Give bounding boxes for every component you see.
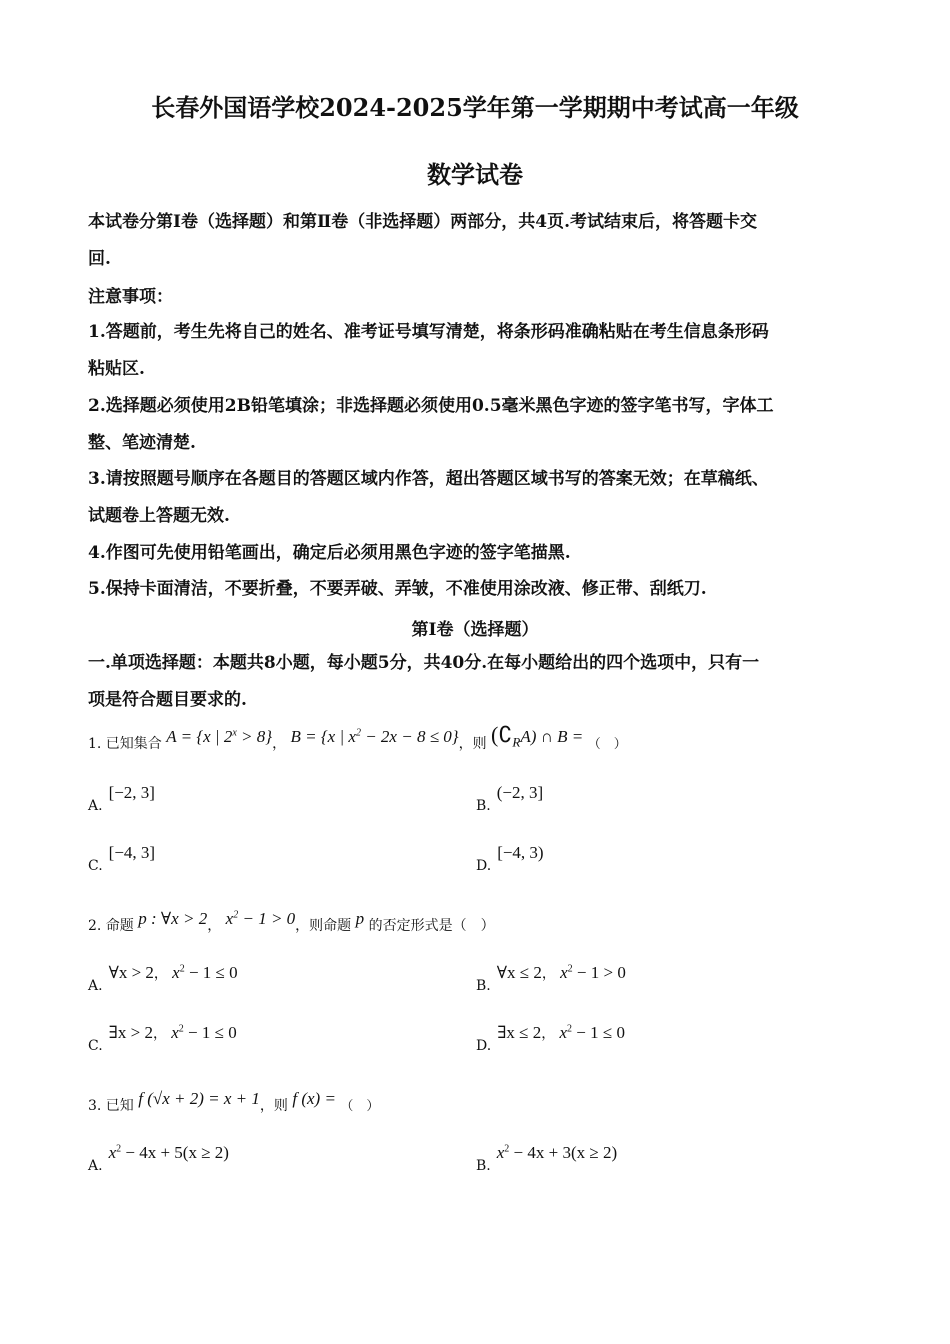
q3-function-def: f (√x + 2) = x + 1	[138, 1089, 260, 1108]
intro-line-2: 回.	[88, 249, 111, 269]
q1-set-a: A = {x | $2^x > 8$}	[166, 727, 273, 746]
q1-then: ，则	[458, 736, 487, 752]
q1-option-b: B.(−2, 3]	[476, 783, 544, 814]
intro-line-1: 本试卷分第Ⅰ卷（选择题）和第Ⅱ卷（非选择题）两部分，共4页.考试结束后，将答题卡交	[88, 212, 758, 232]
note-line: 2.选择题必须使用2B铅笔填涂；非选择题必须使用0.5毫米黑色字迹的签字笔书写，字体工	[88, 396, 774, 416]
q2-mid: ，则命题	[295, 918, 352, 934]
note-line: 粘贴区.	[88, 359, 145, 379]
note-line: 整、笔迹清楚.	[88, 433, 196, 453]
q1-option-d: D.[−4, 3)	[476, 843, 544, 874]
note-line: 4.作图可先使用铅笔画出，确定后必须用黑色字迹的签字笔描黑.	[88, 543, 571, 563]
exam-subtitle: 数学试卷	[427, 160, 523, 189]
q2-p: p	[355, 909, 365, 928]
note-line: 3.请按照题号顺序在各题目的答题区域内作答，超出答题区域书写的答案无效；在草稿纸、	[88, 469, 769, 489]
q1-sep: ，	[272, 736, 287, 752]
q2-condition: $x^2 - 1 > 0$	[225, 909, 296, 928]
q3-answer-paren: （ ）	[340, 1099, 380, 1114]
note-line: 1.答题前，考生先将自己的姓名、准考证号填写清楚，将条形码准确粘贴在考生信息条形码	[88, 322, 769, 342]
q3-option-a: $A.x^2 - 4x + 5(x \ge 2)$	[88, 1143, 229, 1174]
question-1-stem	[88, 722, 627, 756]
q1-option-a: A.[−2, 3]	[88, 783, 155, 814]
q2-proposition: p : ∀x > 2	[138, 909, 208, 928]
question-3-stem	[88, 1089, 380, 1115]
q2-option-c: C.∃x > 2， $x^2 - 1 \le 0$	[88, 1023, 237, 1054]
q1-expression: $(∁_RA)$ ∩ B =	[491, 722, 584, 750]
q1-option-c: C.[−4, 3]	[88, 843, 156, 874]
q2-option-a: A.∀x > 2， $x^2 - 1 \le 0$	[88, 963, 238, 994]
section-desc-line-2: 项是符合题目要求的.	[88, 690, 247, 710]
note-line: 试题卷上答题无效.	[88, 506, 230, 526]
q1-answer-paren: （ ）	[587, 737, 627, 752]
note-line: 5.保持卡面清洁，不要折叠，不要弄破、弄皱，不准使用涂改液、修正带、刮纸刀.	[88, 579, 707, 599]
q2-sep: ，	[207, 918, 222, 934]
q2-prefix: 2. 命题	[88, 918, 134, 934]
q2-option-b: B.∀x ≤ 2， $x^2 - 1 > 0$	[476, 963, 626, 994]
q3-fx: f (x) =	[292, 1089, 336, 1108]
question-2-stem	[88, 909, 495, 935]
q1-prefix: 1. 已知集合	[88, 736, 162, 752]
section-desc-line-1: 一.单项选择题：本题共8小题，每小题5分，共40分.在每小题给出的四个选项中，只有一	[88, 653, 760, 673]
exam-title: 长春外国语学校2024-2025学年第一学期期中考试高一年级	[151, 93, 799, 122]
q2-end: 的否定形式是（ ）	[368, 918, 495, 934]
q3-mid: ，则	[259, 1098, 288, 1114]
q3-option-b: $B.x^2 - 4x + 3(x \ge 2)$	[476, 1143, 618, 1174]
notes-heading: 注意事项：	[88, 287, 173, 307]
section-heading: 第I卷（选择题）	[411, 620, 539, 640]
q3-prefix: 3. 已知	[88, 1098, 134, 1114]
q1-set-b: B = {x | $x^2 - 2x - 8 \le 0$}	[290, 727, 459, 746]
q2-option-d: D.∃x ≤ 2， $x^2 - 1 \le 0$	[476, 1023, 625, 1054]
